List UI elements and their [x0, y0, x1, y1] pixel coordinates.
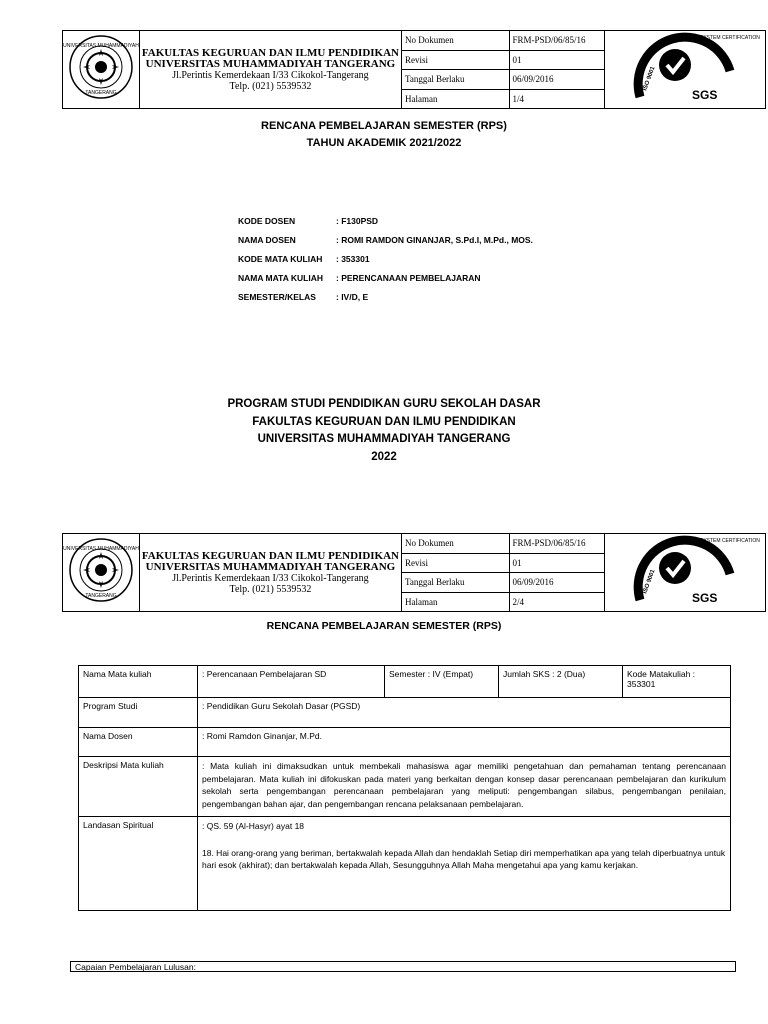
- university-seal-logo: [63, 534, 140, 612]
- revision-value: 01: [509, 50, 605, 70]
- sgs-certification-logo: [605, 31, 766, 109]
- effective-date-label: Tanggal Berlaku: [401, 573, 509, 593]
- program-block: [0, 396, 768, 466]
- course-name-value: : Perencanaan Pembelajaran SD: [198, 666, 385, 698]
- faculty-name: FAKULTAS KEGURUAN DAN ILMU PENDIDIKAN: [141, 46, 399, 59]
- cert-arc-text: SYSTEM CERTIFICATION: [700, 538, 760, 544]
- effective-date-label: Tanggal Berlaku: [401, 70, 509, 90]
- page-label: Halaman: [401, 89, 509, 109]
- seal-top-text: UNIVERSITAS MUHAMMADIYAH: [63, 546, 139, 552]
- phone: Telp. (021) 5539532: [229, 583, 312, 595]
- sgs-certification-logo: [605, 534, 766, 612]
- university-name: UNIVERSITAS MUHAMMADIYAH TANGERANG: [145, 560, 396, 573]
- sks-cell: Jumlah SKS : 2 (Dua): [499, 666, 623, 698]
- cert-arc-text: SYSTEM CERTIFICATION: [700, 35, 760, 41]
- program-label: Program Studi: [79, 698, 198, 728]
- document-header: [62, 30, 766, 109]
- university-name: UNIVERSITAS MUHAMMADIYAH TANGERANG: [145, 57, 396, 70]
- course-info-list: [238, 216, 533, 311]
- info-label: KODE DOSEN: [238, 216, 296, 226]
- rps-title-line: RENCANA PEMBELAJARAN SEMESTER (RPS): [261, 120, 507, 132]
- info-row: [238, 235, 533, 254]
- course-code-label: Kode Matakuliah :: [627, 669, 696, 679]
- page-value: 2/4: [509, 592, 605, 612]
- address: Jl.Perintis Kemerdekaan I/33 Cikokol-Tangerang: [172, 69, 369, 81]
- rps-title-page2: RENCANA PEMBELAJARAN SEMESTER (RPS): [266, 620, 502, 632]
- iso-text: ISO 9001: [642, 65, 657, 92]
- faculty-name: FAKULTAS KEGURUAN DAN ILMU PENDIDIKAN: [141, 549, 399, 562]
- spiritual-reference: : QS. 59 (Al-Hasyr) ayat 18: [202, 821, 305, 831]
- revision-label: Revisi: [401, 553, 509, 573]
- sgs-brand: SGS: [692, 591, 718, 605]
- info-row: [238, 254, 533, 273]
- lecturer-value: : Romi Ramdon Ginanjar, M.Pd.: [198, 728, 731, 757]
- info-value: : IV/D, E: [336, 292, 369, 302]
- description-value: : Mata kuliah ini dimaksudkan untuk membekali mahasiswa agar memiliki pengetahuan dan pemahaman tentang perencanaan pembelajaran. Mata kuliah ini difokuskan pada materi yang berkaitan dengan konsep dasar perencanaan pembelajaran dan kurikulum sekolah serta pengembangan perencanaan pembelajaran yang meliputi: pengembangan silabus, pengembangan penilaian, pengembangan bahan ajar, dan pengembangan rencana pelaksanaan pembelajaran.: [198, 757, 731, 817]
- info-value: : 353301: [336, 254, 370, 264]
- page-value: 1/4: [509, 89, 605, 109]
- info-row: [238, 216, 533, 235]
- doc-number-label: No Dokumen: [401, 534, 509, 554]
- info-row: [238, 273, 533, 292]
- seal-bottom-text: TANGERANG: [85, 593, 117, 599]
- course-code-value: 353301: [627, 679, 656, 689]
- lecturer-label: Nama Dosen: [79, 728, 198, 757]
- effective-date-value: 06/09/2016: [509, 70, 605, 90]
- iso-cert-icon: [630, 31, 760, 103]
- effective-date-value: 06/09/2016: [509, 573, 605, 593]
- doc-number-value: FRM-PSD/06/85/16: [509, 31, 605, 51]
- spiritual-label: Landasan Spiritual: [79, 817, 198, 911]
- description-label: Deskripsi Mata kuliah: [79, 757, 198, 817]
- info-label: SEMESTER/KELAS: [238, 292, 316, 302]
- seal-icon: [63, 537, 139, 603]
- iso-text: ISO 9001: [642, 568, 657, 595]
- info-label: KODE MATA KULIAH: [238, 254, 323, 264]
- program-year: 2022: [371, 450, 397, 463]
- institution-block: [139, 534, 401, 612]
- info-label: NAMA MATA KULIAH: [238, 273, 323, 283]
- learning-outcomes-label: Capaian Pembelajaran Lulusan:: [70, 961, 736, 972]
- course-name-label: Nama Mata kuliah: [79, 666, 198, 698]
- document-header-page2: [62, 533, 766, 612]
- semester-cell: Semester : IV (Empat): [385, 666, 499, 698]
- institution-block: [139, 31, 401, 109]
- seal-top-text: UNIVERSITAS MUHAMMADIYAH: [63, 43, 139, 49]
- doc-number-label: No Dokumen: [401, 31, 509, 51]
- spiritual-value: [198, 817, 731, 911]
- course-code-cell: [623, 666, 731, 698]
- info-label: NAMA DOSEN: [238, 235, 296, 245]
- sgs-brand: SGS: [692, 88, 718, 102]
- program-line: UNIVERSITAS MUHAMMADIYAH TANGERANG: [257, 433, 511, 445]
- university-seal-logo: [63, 31, 140, 109]
- address: Jl.Perintis Kemerdekaan I/33 Cikokol-Tangerang: [172, 572, 369, 584]
- revision-value: 01: [509, 553, 605, 573]
- iso-cert-icon: [630, 534, 760, 606]
- seal-icon: [63, 34, 139, 100]
- phone: Telp. (021) 5539532: [229, 80, 312, 92]
- doc-number-value: FRM-PSD/06/85/16: [509, 534, 605, 554]
- rps-title: [0, 118, 768, 152]
- info-value: : PERENCANAAN PEMBELAJARAN: [336, 273, 481, 283]
- info-row: [238, 292, 533, 311]
- academic-year: TAHUN AKADEMIK 2021/2022: [306, 137, 462, 149]
- program-line: FAKULTAS KEGURUAN DAN ILMU PENDIDIKAN: [252, 415, 516, 428]
- rps-course-table: [78, 665, 731, 911]
- info-value: : F130PSD: [336, 216, 379, 226]
- seal-bottom-text: TANGERANG: [85, 90, 117, 96]
- program-line: PROGRAM STUDI PENDIDIKAN GURU SEKOLAH DASAR: [227, 398, 541, 410]
- info-value: : ROMI RAMDON GINANJAR, S.Pd.I, M.Pd., MOS.: [336, 235, 533, 245]
- page-label: Halaman: [401, 592, 509, 612]
- program-value: : Pendidikan Guru Sekolah Dasar (PGSD): [198, 698, 731, 728]
- spiritual-verse: 18. Hai orang-orang yang beriman, bertakwalah kepada Allah dan hendaklah Setiap diri memperhatikan apa yang telah diperbuatnya untuk hari esok (akhirat); dan bertakwalah kepada Allah, Sesungguhnya Allah Maha mengetahui apa yang kamu kerjakan.: [202, 847, 726, 870]
- revision-label: Revisi: [401, 50, 509, 70]
